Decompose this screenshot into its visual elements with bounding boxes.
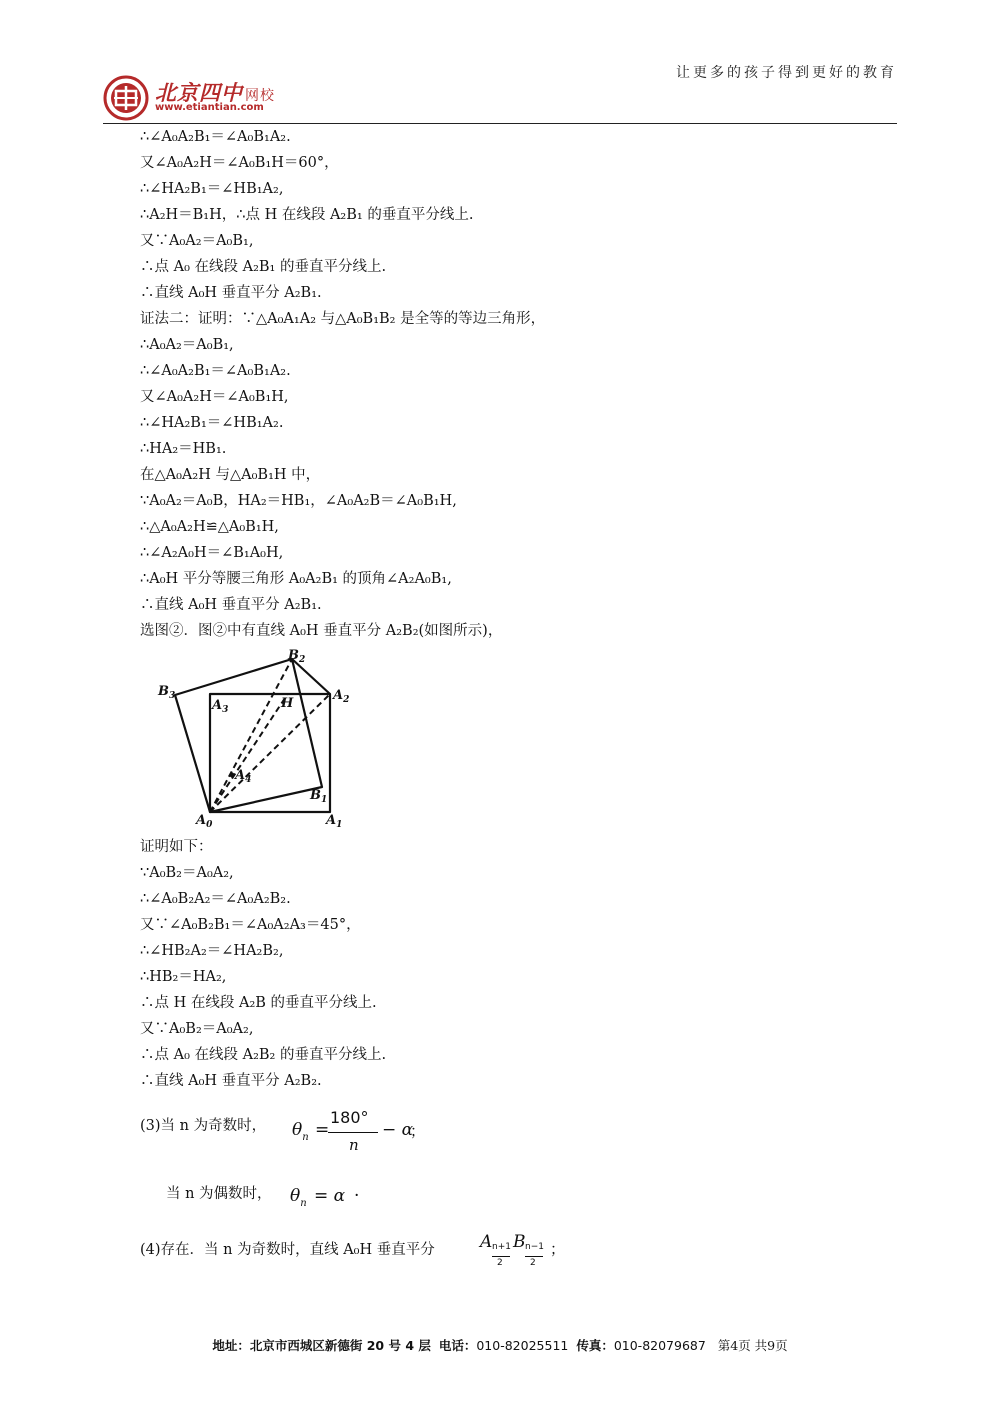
proof-line: 又∵A₀B₂＝A₀A₂, (140, 1021, 254, 1037)
proof-line: ∴∠HA₂B₁＝∠HB₁A₂, (140, 181, 284, 197)
footer-address: 北京市西城区新德街 20 号 4 层 (249, 1338, 431, 1353)
proof-line: ∴点 A₀ 在线段 A₂B₂ 的垂直平分线上. (140, 1047, 387, 1063)
label-b1: $B_1$ (310, 788, 328, 805)
formula-part4 (140, 1232, 600, 1280)
logo-name-text: 北京四中 (155, 80, 243, 105)
a-subscript-numerator: n+1 (492, 1242, 511, 1252)
proof-line: 又∠A₀A₂H＝∠A₀B₁H, (140, 389, 289, 405)
equals-alpha: = α (314, 1186, 346, 1206)
part4-semicolon: ； (550, 1240, 566, 1258)
label-a2: $A_2$ (333, 688, 350, 705)
geometry-figure (150, 647, 350, 829)
theta-n-even: $\theta_n$ (290, 1186, 307, 1209)
proof-line: ∵A₀B₂＝A₀A₂, (140, 865, 234, 881)
proof-text-block-2 (140, 834, 900, 1094)
square-a0b1b2b3 (175, 659, 322, 812)
point-a4 (230, 773, 235, 778)
proof-line: ∴∠HB₂A₂＝∠HA₂B₂, (140, 943, 284, 959)
trailing-dot: · (354, 1186, 360, 1206)
proof-line: 证明如下： (140, 839, 213, 855)
fraction-bar (328, 1132, 378, 1133)
proof-line: ∴HB₂＝HA₂, (140, 969, 227, 985)
formula-odd (140, 1108, 560, 1160)
proof-line: 又∵∠A₀B₂B₁＝∠A₀A₂A₃＝45°， (140, 917, 361, 933)
footer-page-number: 第4页 共9页 (717, 1338, 788, 1353)
label-h: H (281, 696, 294, 711)
proof-line: ∴∠A₀A₂B₁＝∠A₀B₁A₂. (140, 129, 291, 145)
proof-line: ∴点 A₀ 在线段 A₂B₁ 的垂直平分线上. (140, 259, 387, 275)
proof-line: ∴直线 A₀H 垂直平分 A₂B₁. (140, 285, 322, 301)
formula-even (166, 1180, 466, 1216)
school-logo (103, 75, 283, 121)
logo-emblem-icon (103, 75, 149, 121)
proof-line: ∴A₂H＝B₁H，∴点 H 在线段 A₂B₁ 的垂直平分线上. (140, 207, 474, 223)
footer-phone-label: 电话： (438, 1338, 477, 1353)
dashed-a0-b2 (210, 659, 292, 812)
proof-line: ∴HA₂＝HB₁. (140, 441, 227, 457)
label-b3: $B_3$ (158, 684, 176, 701)
label-b2: $B_2$ (288, 648, 306, 665)
b-subscript-numerator: n−1 (525, 1242, 544, 1252)
footer-address-label: 地址： (212, 1338, 250, 1353)
page-footer (0, 1336, 1000, 1354)
b-subscript-bar (525, 1256, 543, 1257)
proof-line: ∴直线 A₀H 垂直平分 A₂B₁. (140, 597, 322, 613)
label-a3: $A_3$ (212, 698, 229, 715)
theta-n: $\theta_n$ (292, 1120, 309, 1143)
proof-text-block-1 (140, 124, 900, 644)
proof-line: ∴点 H 在线段 A₂B 的垂直平分线上. (140, 995, 377, 1011)
proof-line: 选图②．图②中有直线 A₀H 垂直平分 A₂B₂(如图所示)， (140, 623, 503, 639)
a-subscript-bar (492, 1256, 510, 1257)
proof-line: ∴直线 A₀H 垂直平分 A₂B₂. (140, 1073, 322, 1089)
footer-fax: 010-82079687 (613, 1338, 706, 1353)
proof-line: 在△A₀A₂H 与△A₀B₁H 中， (140, 467, 321, 483)
proof-line: ∴A₀H 平分等腰三角形 A₀A₂B₁ 的顶角∠A₂A₀B₁, (140, 571, 452, 587)
fraction-denominator: n (349, 1136, 359, 1154)
part4-label: (4)存在．当 n 为奇数时，直线 A₀H 垂直平分 (140, 1242, 435, 1258)
label-a4: $A_4$ (235, 768, 252, 785)
logo-sub: 网校 (245, 88, 275, 104)
proof-line: 又∵A₀A₂＝A₀B₁, (140, 233, 254, 249)
semicolon: ； (410, 1122, 426, 1140)
footer-phone: 010-82025511 (476, 1338, 569, 1353)
proof-line: ∴A₀A₂＝A₀B₁, (140, 337, 234, 353)
proof-line: ∵A₀A₂＝A₀B，HA₂＝HB₁，∠A₀A₂B＝∠A₀B₁H, (140, 493, 457, 509)
label-a0: $A_0$ (196, 813, 213, 829)
label-a1: $A_1$ (326, 813, 343, 829)
formula-odd-label: (3)当 n 为奇数时， (140, 1118, 267, 1134)
formula-even-label: 当 n 为偶数时， (166, 1186, 272, 1202)
b-symbol: B (513, 1232, 526, 1252)
b-subscript-denominator: 2 (530, 1258, 536, 1268)
proof-line: ∴∠A₂A₀H＝∠B₁A₀H, (140, 545, 284, 561)
proof-line: 又∠A₀A₂H＝∠A₀B₁H＝60°， (140, 155, 339, 171)
proof-line: 证法二：证明：∵△A₀A₁A₂ 与△A₀B₁B₂ 是全等的等边三角形， (140, 311, 546, 327)
logo-url: www.etiantian.com (155, 102, 264, 113)
proof-line: ∴△A₀A₂H≌△A₀B₁H, (140, 519, 279, 535)
proof-line: ∴∠A₀B₂A₂＝∠A₀A₂B₂. (140, 891, 291, 907)
header-slogan: 让更多的孩子得到更好的教育 (676, 65, 897, 81)
fraction-numerator: 180° (330, 1108, 369, 1127)
equals-sign: = (315, 1120, 330, 1140)
proof-line: ∴∠A₀A₂B₁＝∠A₀B₁A₂. (140, 363, 291, 379)
a-subscript-denominator: 2 (497, 1258, 503, 1268)
footer-fax-label: 传真： (576, 1338, 614, 1353)
segment-b2-a2 (292, 659, 330, 694)
a-symbol: A (480, 1232, 493, 1252)
proof-line: ∴∠HA₂B₁＝∠HB₁A₂. (140, 415, 284, 431)
minus-alpha: − α (382, 1120, 414, 1140)
